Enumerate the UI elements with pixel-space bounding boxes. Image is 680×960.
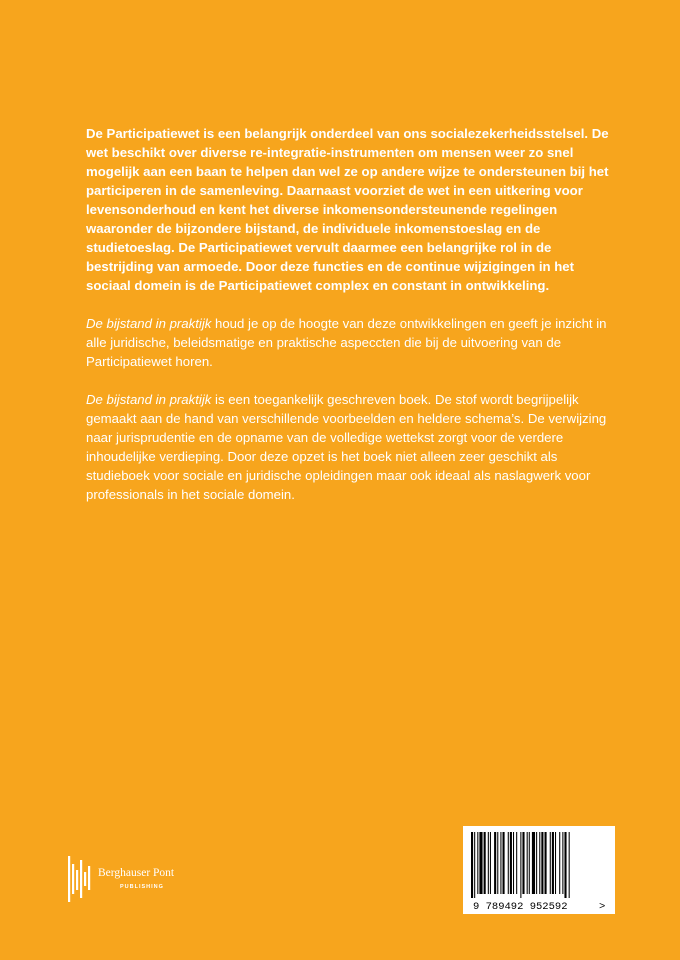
barcode-bar	[527, 832, 528, 894]
barcode-bar	[555, 832, 556, 894]
barcode-bar	[490, 832, 491, 894]
barcode-bar	[522, 832, 524, 894]
barcode-bar	[510, 832, 512, 894]
publisher-name: Berghauser Pont	[98, 867, 175, 879]
barcode-bar	[513, 832, 514, 894]
barcode-bar	[500, 832, 501, 894]
barcode-bar	[541, 832, 543, 894]
barcode-bar	[562, 832, 563, 894]
isbn-digits: 9 789492 952592	[473, 901, 568, 913]
scope-paragraph	[86, 314, 622, 371]
approach-paragraph	[86, 390, 622, 504]
barcode-bar	[569, 832, 570, 898]
barcode-bar	[474, 832, 475, 898]
barcode-bar	[529, 832, 530, 894]
barcode-bar	[550, 832, 551, 894]
barcode-bar	[539, 832, 540, 894]
book-title-italic: De bijstand in praktijk	[86, 392, 212, 407]
barcode-bar	[484, 832, 486, 894]
publisher-bars-icon	[66, 856, 92, 902]
barcode-bar	[479, 832, 482, 894]
barcode-bar	[536, 832, 537, 894]
barcode-bar	[471, 832, 473, 898]
publisher-logo	[66, 856, 206, 902]
intro-paragraph: De Participatiewet is een belangrijk onderdeel van ons socialezekerheidsstelsel. De wet beschikt over diverse re-integratie-instrumenten om mensen weer zo snel mogelijk aan een baan te helpen dan wel ze op andere wijze te ondersteunen bij het participeren in de samenleving. Daarnaast voorziet de wet in een uitkering voor levensonderhoud en kent het diverse inkomensondersteunende regelingen waaronder de bijzondere bijstand, de individuele inkomenstoeslag en de studietoeslag. De Participatiewet vervult daarmee een belangrijke rol in de bestrijding van armoede. Door deze functies en de continue wijzigingen in het sociaal domein is de Participatiewet complex en constant in ontwikkeling.	[86, 126, 609, 293]
barcode-bar	[516, 832, 517, 894]
isbn-suffix: >	[599, 901, 606, 913]
barcode-bar	[508, 832, 509, 894]
barcode-bar	[532, 832, 535, 894]
book-title-italic: De bijstand in praktijk	[86, 316, 212, 331]
scope-paragraph-text: houd je op de hoogte van deze ontwikkelingen en geeft je inzicht in alle juridische, beleidsmatige en praktische aspeccten die bij de uitvoering van de Participatiewet horen.	[86, 316, 607, 369]
barcode-bar	[552, 832, 554, 894]
barcode-bar	[488, 832, 489, 894]
approach-paragraph-text: is een toegankelijk geschreven boek. De stof wordt begrijpelijk gemaakt aan de hand van verschillende voorbeelden en heldere schema’s. De verwijzing naar jurisprudentie en de opname van de volledige wettekst zorgt voor de verdere inhoudelijke verdieping. Door deze opzet is het boek niet alleen zeer geschikt als studieboek voor sociale en juridische opleidingen maar ook ideaal als naslagwerk voor professionals in het sociale domein.	[86, 392, 607, 502]
barcode-bar	[494, 832, 496, 894]
barcode-bar	[564, 832, 566, 898]
barcode-bar	[520, 832, 521, 898]
barcode-bar	[477, 832, 478, 894]
barcode-bar	[545, 832, 547, 894]
blurb-text	[86, 124, 622, 523]
barcode-bar	[497, 832, 498, 894]
barcode-bar	[559, 832, 560, 894]
isbn-barcode	[463, 826, 615, 914]
barcode-graphic	[463, 826, 615, 914]
publisher-tagline: PUBLISHING	[120, 884, 164, 890]
barcode-bar	[503, 832, 505, 894]
